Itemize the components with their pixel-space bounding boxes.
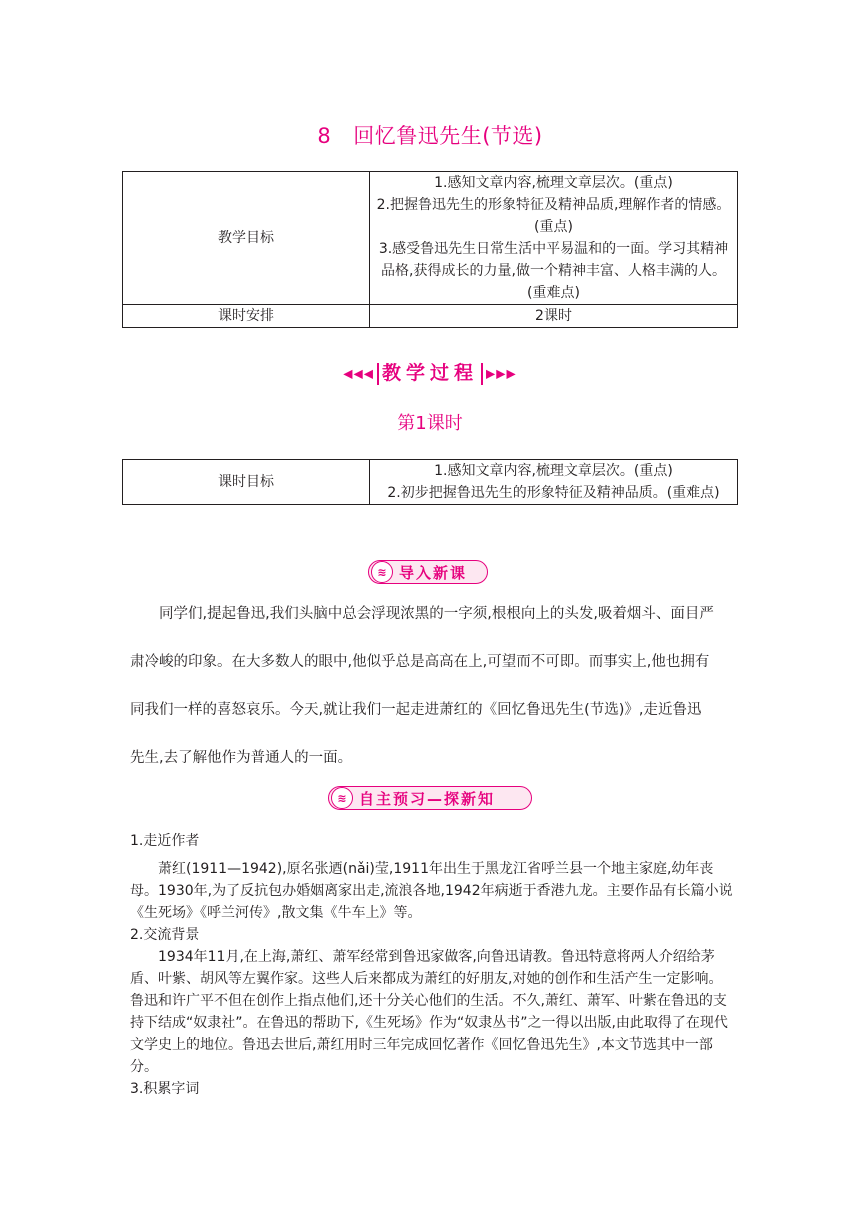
goal-item: 3.感受鲁迅先生日常生活中平易温和的一面。学习其精神品格,获得成长的力量,做一个精神丰富、人格丰满的人。(重难点) bbox=[378, 241, 729, 301]
section-title: 自主预习—探新知 bbox=[359, 789, 496, 808]
goal-list bbox=[370, 172, 738, 305]
book-stack-icon: ≋ bbox=[371, 561, 393, 583]
author-paragraph: 萧红(1911—1942),原名张迺(nǎi)莹,1911年出生于黑龙江省呼兰县一个地主家庭,幼年丧母。1930年,为了反抗包办婚姻离家出走,流浪各地,1942年病逝于香港九龙。主要作品有长篇小说《生死场》《呼兰河传》,散文集《牛车上》等。 bbox=[130, 861, 733, 921]
divider bbox=[377, 363, 379, 385]
page-title bbox=[0, 120, 860, 150]
teaching-process-banner bbox=[0, 358, 860, 385]
text-line: 肃冷峻的印象。在大多数人的眼中,他似乎总是高高在上,可望而不可即。而事实上,他也拥有 bbox=[130, 654, 710, 670]
goal-label: 教学目标 bbox=[123, 172, 370, 305]
lesson-number: 8 bbox=[317, 124, 332, 148]
lesson-goal-list bbox=[370, 460, 738, 505]
intro-paragraph bbox=[130, 604, 734, 796]
hours-value: 2课时 bbox=[370, 305, 738, 328]
lesson-period-title: 第1课时 bbox=[397, 413, 463, 434]
text-line: 同学们,提起鲁迅,我们头脑中总会浮现浓黑的一字须,根根向上的头发,吸着烟斗、面目严 bbox=[130, 606, 714, 622]
subheading: 1.走近作者 bbox=[130, 833, 200, 849]
lesson-goal-label: 课时目标 bbox=[123, 460, 370, 505]
right-arrows-icon: ▶▶▶ bbox=[486, 366, 517, 381]
teaching-goals-table bbox=[122, 171, 738, 328]
goal-item: 2.初步把握鲁迅先生的形象特征及精神品质。(重难点) bbox=[387, 485, 720, 501]
background-paragraph: 1934年11月,在上海,萧红、萧军经常到鲁迅家做客,向鲁迅请教。鲁迅特意将两人介绍给茅盾、叶紫、胡风等左翼作家。这些人后来都成为萧红的好朋友,对她的创作和生活产生一定影响。鲁迅和许广平不但在创作上指点他们,还十分关心他们的生活。不久,萧红、萧军、叶紫在鲁迅的支持下结成“奴隶社”。在鲁迅的帮助下,《生死场》作为“奴隶丛书”之一得以出版,由此取得了在现代文学史上的地位。鲁迅去世后,萧红用时三年完成回忆著作《回忆鲁迅先生》,本文节选其中一部分。 bbox=[130, 949, 728, 1075]
table-row bbox=[123, 305, 738, 328]
text-line: 先生,去了解他作为普通人的一面。 bbox=[130, 750, 353, 766]
left-arrows-icon: ◀◀◀ bbox=[343, 366, 374, 381]
subheading: 3.积累字词 bbox=[130, 1081, 200, 1097]
divider bbox=[481, 363, 483, 385]
goal-item: 1.感知文章内容,梳理文章层次。(重点) bbox=[434, 463, 673, 479]
lesson-goals-table bbox=[122, 459, 738, 505]
table-row bbox=[123, 460, 738, 505]
table-row bbox=[123, 172, 738, 305]
section-heading-preview bbox=[328, 786, 532, 810]
subheading: 2.交流背景 bbox=[130, 927, 200, 943]
preview-section bbox=[130, 830, 736, 1100]
goal-item: 2.把握鲁迅先生的形象特征及精神品质,理解作者的情感。(重点) bbox=[376, 197, 731, 235]
lesson-title: 回忆鲁迅先生(节选) bbox=[353, 124, 543, 148]
text-line: 同我们一样的喜怒哀乐。今天,就让我们一起走进萧红的《回忆鲁迅先生(节选)》,走近鲁迅 bbox=[130, 702, 702, 718]
goal-item: 1.感知文章内容,梳理文章层次。(重点) bbox=[434, 175, 673, 191]
section-heading-intro bbox=[368, 560, 488, 584]
banner-text: 教学过程 bbox=[381, 362, 478, 384]
book-stack-icon: ≋ bbox=[331, 787, 353, 809]
section-title: 导入新课 bbox=[399, 563, 468, 582]
hours-label: 课时安排 bbox=[123, 305, 370, 328]
